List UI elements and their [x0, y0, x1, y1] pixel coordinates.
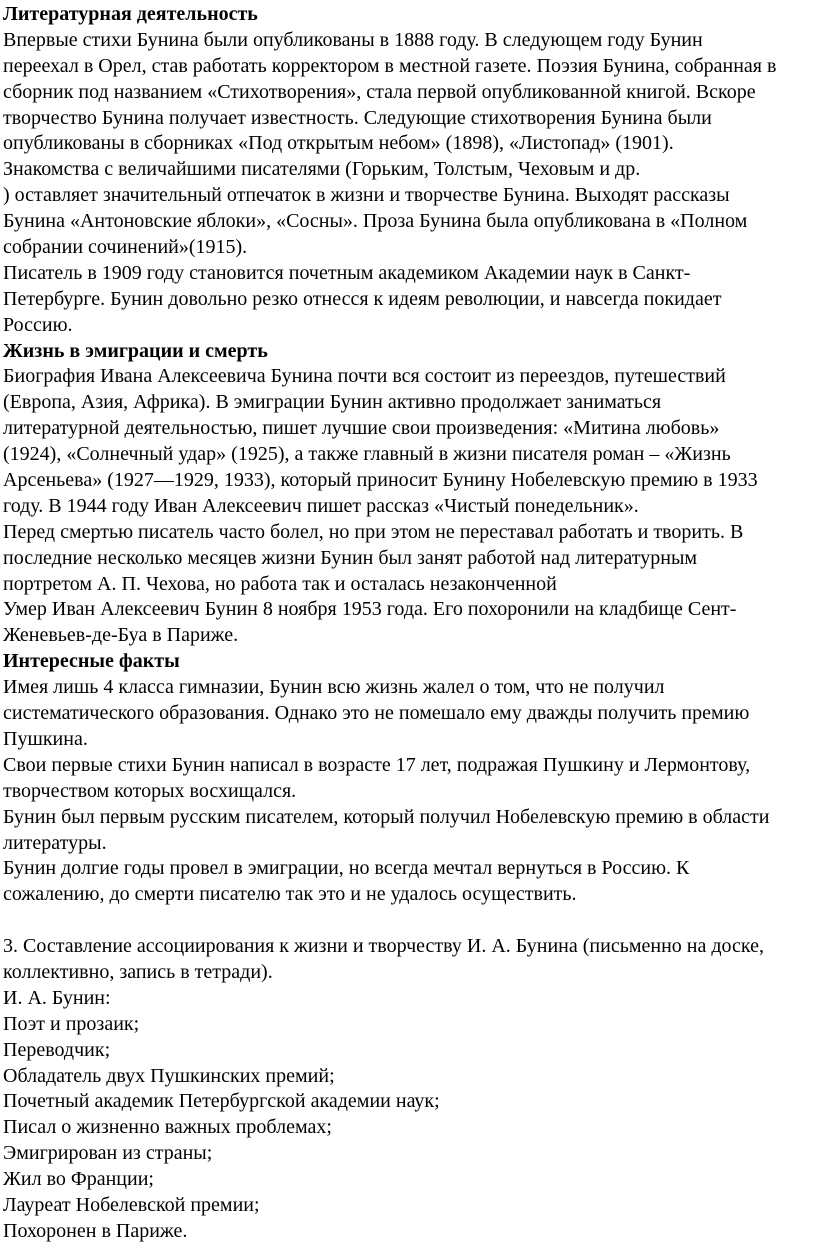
- paragraph-line: портретом А. П. Чехова, но работа так и осталась незаконченной: [3, 572, 557, 595]
- paragraph-line: Перед смертью писатель часто болел, но при этом не переставал работать и творить. В: [3, 520, 744, 543]
- section-interesting-facts: [3, 649, 816, 908]
- section-emigration-and-death: [3, 339, 816, 650]
- paragraph-line: Россию.: [3, 313, 73, 336]
- paragraph-line: Умер Иван Алексеевич Бунин 8 ноября 1953 года. Его похоронили на кладбище Сент-: [3, 598, 737, 621]
- list-item: Похоронен в Париже.: [3, 1219, 188, 1242]
- paragraph-line: Писатель в 1909 году становится почетным академиком Академии наук в Санкт-: [3, 261, 691, 284]
- paragraph-line: Бунин был первым русским писателем, который получил Нобелевскую премию в области: [3, 805, 770, 828]
- list-item: Жил во Франции;: [3, 1168, 154, 1191]
- paragraph-line: литературы.: [3, 831, 107, 854]
- paragraph-line: сборник под названием «Стихотворения», стала первой опубликованной книгой. Вскоре: [3, 80, 756, 103]
- paragraph-line: году. В 1944 году Иван Алексеевич пишет рассказ «Чистый понедельник».: [3, 494, 639, 517]
- paragraph-line: систематического образования. Однако это не помешало ему дважды получить премию: [3, 702, 750, 725]
- paragraph-line: Знакомства с величайшими писателями (Горьким, Толстым, Чеховым и др.: [3, 158, 641, 181]
- paragraph-line: Петербурге. Бунин довольно резко отнесся к идеям революции, и навсегда покидает: [3, 287, 722, 310]
- list-item: Лауреат Нобелевской премии;: [3, 1193, 260, 1216]
- paragraph-line: собрании сочинений»(1915).: [3, 236, 248, 259]
- paragraph-line: творчеством которых восхищался.: [3, 779, 297, 802]
- paragraph-line: последние несколько месяцев жизни Бунин был занят работой над литературным: [3, 546, 698, 569]
- task-line: коллективно, запись в тетради).: [3, 960, 273, 983]
- paragraph-line: Бунин долгие годы провел в эмиграции, но всегда мечтал вернуться в Россию. К: [3, 857, 690, 880]
- paragraph-line: творчество Бунина получает известность. Следующие стихотворения Бунина были: [3, 106, 712, 129]
- paragraph-line: Биография Ивана Алексеевича Бунина почти вся состоит из переездов, путешествий: [3, 365, 726, 388]
- paragraph-line: Арсеньева» (1927—1929, 1933), который приносит Бунину Нобелевскую премию в 1933: [3, 469, 758, 492]
- paragraph-line: Бунина «Антоновские яблоки», «Сосны». Проза Бунина была опубликована в «Полном: [3, 210, 748, 233]
- section-association-task: [3, 934, 816, 1245]
- list-item: Писал о жизненно важных проблемах;: [3, 1116, 332, 1139]
- paragraph-line: литературной деятельностью, пишет лучшие свои произведения: «Митина любовь»: [3, 417, 720, 440]
- list-heading: И. А. Бунин:: [3, 986, 111, 1009]
- blank-line: [3, 908, 816, 934]
- paragraph-line: опубликованы в сборниках «Под открытым небом» (1898), «Листопад» (1901).: [3, 132, 674, 155]
- list-item: Переводчик;: [3, 1038, 111, 1061]
- paragraph-line: Женевьев-де-Буа в Париже.: [3, 624, 239, 647]
- list-item: Поэт и прозаик;: [3, 1012, 140, 1035]
- paragraph-line: Имея лишь 4 класса гимназии, Бунин всю жизнь жалел о том, что не получил: [3, 676, 665, 699]
- section-heading: Интересные факты: [3, 650, 180, 673]
- paragraph-line: сожалению, до смерти писателю так это и не удалось осуществить.: [3, 883, 577, 906]
- section-heading: Литературная деятельность: [3, 3, 258, 25]
- paragraph-line: Свои первые стихи Бунин написал в возрасте 17 лет, подражая Пушкину и Лермонтову,: [3, 753, 751, 776]
- list-item: Обладатель двух Пушкинских премий;: [3, 1064, 335, 1087]
- paragraph-line: Пушкина.: [3, 727, 88, 750]
- list-item: Эмигрирован из страны;: [3, 1142, 213, 1165]
- paragraph-line: (1924), «Солнечный удар» (1925), а также главный в жизни писателя роман – «Жизнь: [3, 443, 731, 466]
- paragraph-line: переехал в Орел, став работать корректором в местной газете. Поэзия Бунина, собранная в: [3, 54, 777, 77]
- section-literary-activity: [3, 2, 816, 339]
- section-heading: Жизнь в эмиграции и смерть: [3, 339, 268, 362]
- paragraph-line: ) оставляет значительный отпечаток в жизни и творчестве Бунина. Выходят рассказы: [3, 184, 730, 207]
- paragraph-line: (Европа, Азия, Африка). В эмиграции Бунин активно продолжает заниматься: [3, 391, 662, 414]
- task-line: 3. Составление ассоциирования к жизни и творчеству И. А. Бунина (письменно на доске,: [3, 935, 764, 958]
- list-item: Почетный академик Петербургской академии наук;: [3, 1090, 440, 1113]
- paragraph-line: Впервые стихи Бунина были опубликованы в 1888 году. В следующем году Бунин: [3, 28, 703, 51]
